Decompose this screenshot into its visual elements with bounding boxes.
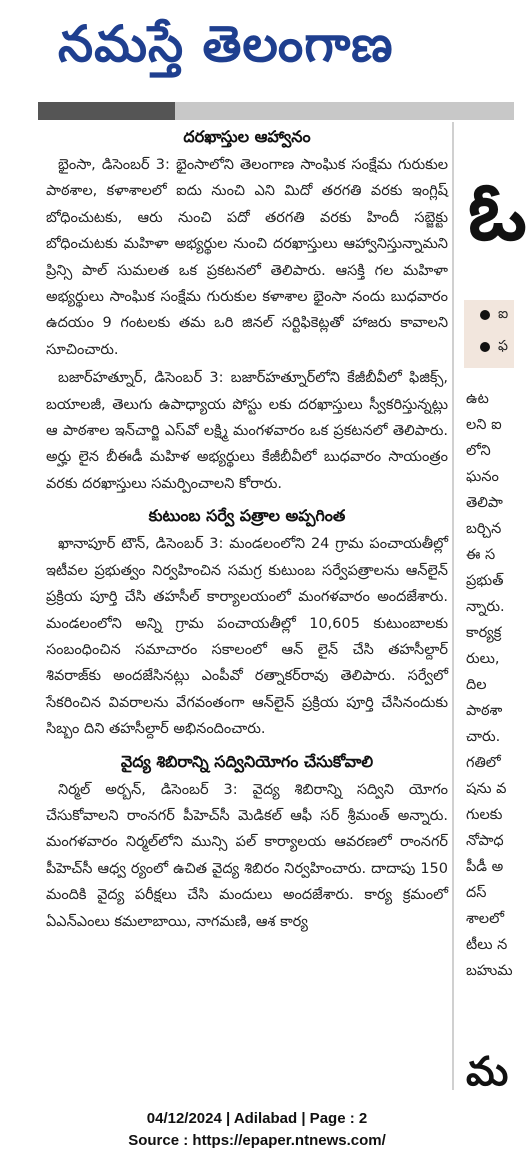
masthead <box>0 0 514 100</box>
story-headline: దరఖాస్తుల ఆహ్వానం <box>183 127 311 146</box>
story-headline: కుటుంబ సర్వే పత్రాల అప్పగింత <box>148 506 346 526</box>
adjacent-text-line: ఉట <box>466 391 489 407</box>
adjacent-headline-fragment: ఓ <box>468 165 526 258</box>
adjacent-text-line: లోని <box>466 443 491 459</box>
adjacent-text-line: బహుమ <box>466 963 513 979</box>
story-paragraph: నిర్మల్ అర్బన్, డిసెంబర్ 3: వైద్య శిబిరాన్ని సద్విని యోగం చేసుకోవాలని రాంనగర్ పీహెచ్‌సీ మెడికల్ ఆఫీ సర్ శ్రీమంత్ అన్నారు. మంగళవారం నిర్మల్‌లోని మున్సి పల్ కార్యాలయ ఆవరణలో రాంనగర్ పీహెచ్‌సీ ఆధ్వ ర్యంలో ఉచిత వైద్య శిబిరం నిర్వహించారు. దాదాపు 150 మందికి వైద్య పరీక్షలు చేసి మందులు అందజేశారు. కార్య క్రమంలో ఏఎన్‌ఎంలు కమలాబాయి, నాగమణి, ఆశ కార్య <box>46 781 448 930</box>
adjacent-text-line: పాఠశా <box>466 703 503 719</box>
article-column <box>46 122 448 1090</box>
adjacent-text-line: టీలు న <box>466 937 508 953</box>
adjacent-text-line: బర్చిన <box>466 521 502 537</box>
news-story <box>46 747 448 935</box>
adjacent-text-line: న్నారు. <box>466 599 505 615</box>
adjacent-text-line: లని ఐ <box>466 417 502 433</box>
story-headline: వైద్య శిబిరాన్ని సద్వినియోగం చేసుకోవాలి <box>120 751 374 771</box>
header-rule-dark <box>38 102 175 120</box>
news-story <box>46 501 448 742</box>
adjacent-text-line: పీడీ అ <box>466 859 504 875</box>
bullet-icon <box>480 342 490 352</box>
source-info: Source : https://epaper.ntnews.com/ <box>128 1132 386 1149</box>
newspaper-title: నమస్తే తెలంగాణ <box>58 15 394 73</box>
adjacent-article-fragment <box>456 122 526 1095</box>
bullet-text: ఫ <box>498 338 508 354</box>
adjacent-text-line: ఘనం <box>466 469 499 485</box>
adjacent-text-line: రులు, <box>466 651 500 667</box>
adjacent-text-line: దస్ <box>466 885 487 901</box>
adjacent-text-line: ప్రభుత్ <box>466 573 504 589</box>
edition-info: 04/12/2024 | Adilabad | Page : 2 <box>146 1110 368 1127</box>
adjacent-text-line: షను వ <box>466 781 507 797</box>
bullet-box <box>464 300 514 368</box>
adjacent-text-line: గతిలో <box>466 755 501 771</box>
adjacent-text-line: ఈ స <box>466 547 496 563</box>
adjacent-text-line: కార్యక్ర <box>466 625 502 641</box>
adjacent-text-line: దిల <box>466 677 487 693</box>
column-divider <box>452 122 454 1090</box>
page-footer <box>0 1108 514 1168</box>
header-rule <box>38 102 514 120</box>
adjacent-text-line: నోపాధ <box>466 833 504 849</box>
story-paragraph: బజార్‌హత్నూర్, డిసెంబర్ 3: బజార్‌హత్నూర్‌లోని కేజీబీవీలో ఫిజిక్స్, బయాలజీ, తెలుగు ఉపాధ్యాయ పోస్టు లకు దరఖాస్తులు స్వీకరిస్తున్నట్లు ఆ పాఠశాల ఇన్‌చార్జి ఎస్‌వో లక్ష్మి మంగళవారం ఒక ప్రకటనలో తెలిపారు. అర్హు లైన బీఈడీ మహిళ అభ్యర్థులు కేజీబీవీలో బుధవారం సాయంత్రం వరకు దరఖాస్తులు సమర్పించాలని కోరారు. <box>46 370 448 492</box>
adjacent-bottom-headline-fragment: మ <box>466 1049 509 1095</box>
header-rule-light <box>175 102 514 120</box>
adjacent-text-line: చారు. <box>466 729 501 745</box>
adjacent-text-lines <box>466 386 514 984</box>
news-story <box>46 122 448 497</box>
adjacent-text-line: తెలిపా <box>466 495 503 511</box>
adjacent-text-line: గులకు <box>466 807 503 823</box>
bullet-icon <box>480 310 490 320</box>
bullet-text: ఐ <box>498 306 509 322</box>
story-paragraph: ఖానాపూర్ టౌన్, డిసెంబర్ 3: మండలంలోని 24 గ్రామ పంచాయతీల్లో ఇటీవల ప్రభుత్వం నిర్వహించిన సమగ్ర కుటుంబ సర్వేపత్రాలను ఆన్‌లైన్ ప్రక్రియ పూర్తి చేసి తహసీల్ కార్యాలయంలో మంగళవారం అందజేశారు. మండలంలోని అన్ని గ్రామ పంచాయతీల్లో 10,605 కుటుంబాలకు సంబంధించిన సమాచారం సకాలంలో ఆన్ లైన్ చేసి తహసీల్దార్ శివరాజ్‌కు అందజేసినట్లు ఎంపీవో రత్నాకర్‌రావు తెలిపారు. సర్వేలో సేకరించిన వివరాలను వేగవంతంగా ఆన్‌లైన్ ప్రక్రియ పూర్తి చేసినందుకు సిబ్బం దిని తహసీల్దార్ అభినందించారు. <box>46 536 448 738</box>
adjacent-text-line: శాలలో <box>466 911 504 927</box>
story-paragraph: భైంసా, డిసెంబర్ 3: భైంసాలోని తెలంగాణ సాంఘిక సంక్షేమ గురుకుల పాఠశాల, కళాశాలలో ఐదు నుంచి ఎని మిదో తరగతి వరకు ఇంగ్లిష్ బోధించుటకు, ఆరు నుంచి పదో తరగతి వరకు హిందీ సబ్జెక్టు బోధించుటకు మహిళా అభ్యర్థుల నుంచి దరఖాస్తులు ఆహ్వానిస్తున్నామని ప్రిన్సి పాల్ సుమలత ఒక ప్రకటనలో తెలిపారు. ఆసక్తి గల మహిళా అభ్యర్థులు సాంఘిక సంక్షేమ గురుకుల కళాశాల భైంసా నందు బుధవారం ఉదయం 9 గంటలకు తమ ఒరి జినల్ సర్టిఫికెట్లతో హాజరు కావాలని సూచించారు. <box>46 157 448 358</box>
